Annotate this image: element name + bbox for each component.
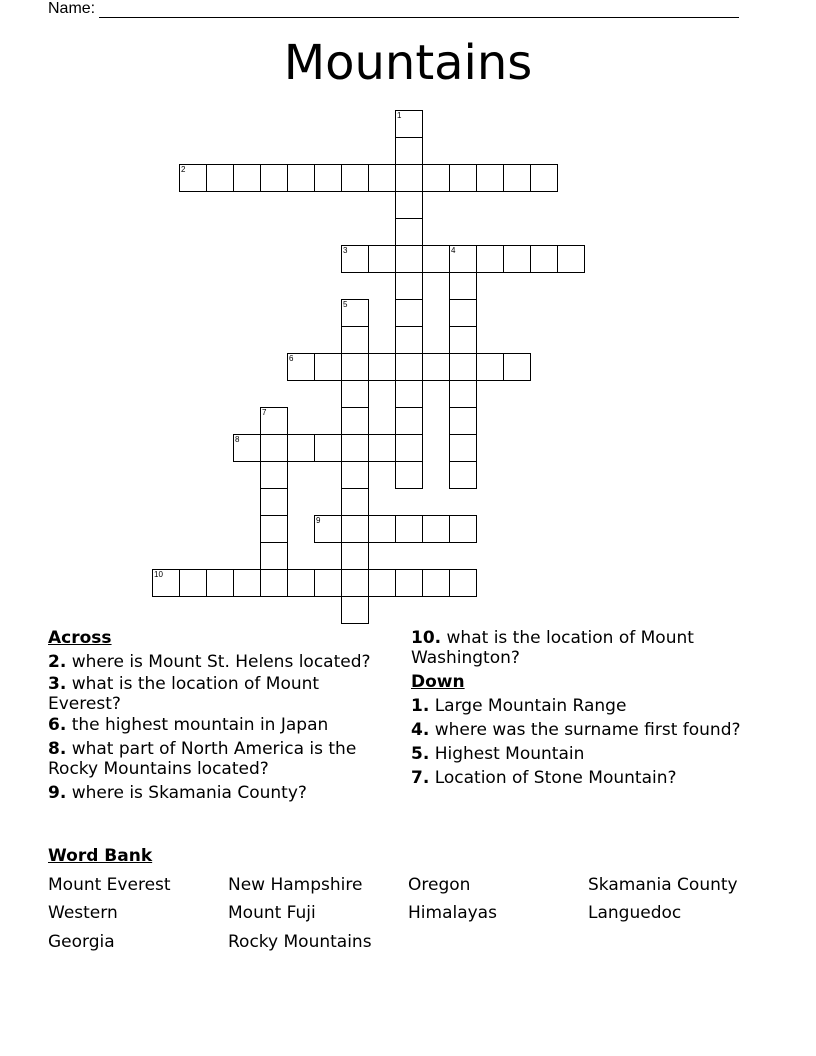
word-bank-title: Word Bank bbox=[48, 846, 153, 866]
grid-cell[interactable] bbox=[422, 245, 450, 273]
cell-number: 2 bbox=[181, 165, 186, 174]
grid-cell[interactable] bbox=[395, 380, 423, 408]
grid-cell[interactable] bbox=[260, 515, 288, 543]
grid-cell[interactable] bbox=[395, 326, 423, 354]
cell-number: 4 bbox=[451, 246, 456, 255]
clue-across-8 bbox=[48, 739, 393, 779]
grid-cell[interactable] bbox=[341, 542, 369, 570]
word-bank-item: New Hampshire bbox=[228, 875, 363, 895]
grid-cell[interactable] bbox=[395, 353, 423, 381]
grid-cell[interactable] bbox=[476, 164, 504, 192]
grid-cell[interactable] bbox=[260, 164, 288, 192]
grid-cell[interactable] bbox=[449, 569, 477, 597]
clue-number: 9. bbox=[48, 783, 67, 803]
grid-cell[interactable] bbox=[368, 245, 396, 273]
grid-cell[interactable] bbox=[503, 245, 531, 273]
grid-cell[interactable] bbox=[395, 245, 423, 273]
cell-number: 6 bbox=[289, 354, 294, 363]
clue-number: 4. bbox=[411, 720, 430, 740]
grid-cell[interactable] bbox=[260, 488, 288, 516]
grid-cell[interactable] bbox=[449, 515, 477, 543]
grid-cell[interactable] bbox=[530, 164, 558, 192]
grid-cell[interactable] bbox=[395, 137, 423, 165]
cell-number: 10 bbox=[154, 570, 163, 579]
grid-cell[interactable] bbox=[422, 353, 450, 381]
name-blank[interactable] bbox=[99, 3, 739, 18]
clue-number: 2. bbox=[48, 652, 67, 672]
down-heading: Down bbox=[411, 672, 465, 692]
word-bank-item: Skamania County bbox=[588, 875, 738, 895]
puzzle-title: Mountains bbox=[283, 35, 533, 91]
grid-cell[interactable] bbox=[422, 569, 450, 597]
cell-number: 1 bbox=[397, 111, 402, 120]
grid-cell[interactable] bbox=[152, 569, 180, 597]
word-bank-item: Mount Fuji bbox=[228, 903, 316, 923]
grid-cell[interactable] bbox=[449, 407, 477, 435]
grid-cell[interactable] bbox=[503, 353, 531, 381]
clue-text: what is the location of Mount Washington? bbox=[411, 628, 694, 668]
grid-cell[interactable] bbox=[368, 569, 396, 597]
grid-cell[interactable] bbox=[260, 569, 288, 597]
grid-cell[interactable] bbox=[260, 407, 288, 435]
clue-number: 5. bbox=[411, 744, 430, 764]
cell-number: 8 bbox=[235, 435, 240, 444]
grid-cell[interactable] bbox=[233, 569, 261, 597]
clue-number: 10. bbox=[411, 628, 442, 648]
clues-left-column bbox=[48, 628, 393, 803]
grid-cell[interactable] bbox=[287, 353, 315, 381]
grid-cell[interactable] bbox=[341, 434, 369, 462]
grid-cell[interactable] bbox=[449, 353, 477, 381]
grid-cell[interactable] bbox=[260, 434, 288, 462]
grid-cell[interactable] bbox=[395, 218, 423, 246]
clue-down-7 bbox=[411, 768, 756, 788]
name-label: Name: bbox=[48, 0, 96, 17]
grid-cell[interactable] bbox=[233, 434, 261, 462]
clue-down-4 bbox=[411, 720, 756, 740]
grid-cell[interactable] bbox=[314, 569, 342, 597]
grid-cell[interactable] bbox=[395, 569, 423, 597]
grid-cell[interactable] bbox=[368, 353, 396, 381]
grid-cell[interactable] bbox=[179, 164, 207, 192]
grid-cell[interactable] bbox=[395, 299, 423, 327]
grid-cell[interactable] bbox=[449, 461, 477, 489]
clue-text: where is Mount St. Helens located? bbox=[71, 652, 371, 672]
clue-text: where was the surname first found? bbox=[434, 720, 741, 740]
clue-text: where is Skamania County? bbox=[71, 783, 307, 803]
clue-across-9 bbox=[48, 783, 393, 803]
word-bank-item: Western bbox=[48, 903, 118, 923]
clues-right-column bbox=[411, 628, 756, 788]
word-bank-item: Oregon bbox=[408, 875, 471, 895]
grid-cell[interactable] bbox=[449, 272, 477, 300]
clue-text: Large Mountain Range bbox=[434, 696, 627, 716]
grid-cell[interactable] bbox=[476, 353, 504, 381]
grid-cell[interactable] bbox=[395, 272, 423, 300]
clue-across-3 bbox=[48, 674, 393, 714]
grid-cell[interactable] bbox=[341, 245, 369, 273]
grid-cell[interactable] bbox=[341, 326, 369, 354]
grid-cell[interactable] bbox=[341, 488, 369, 516]
grid-cell[interactable] bbox=[449, 380, 477, 408]
grid-cell[interactable] bbox=[449, 299, 477, 327]
grid-cell[interactable] bbox=[449, 326, 477, 354]
grid-cell[interactable] bbox=[179, 569, 207, 597]
grid-cell[interactable] bbox=[395, 434, 423, 462]
grid-cell[interactable] bbox=[341, 461, 369, 489]
grid-cell[interactable] bbox=[287, 434, 315, 462]
grid-cell[interactable] bbox=[503, 164, 531, 192]
grid-cell[interactable] bbox=[395, 515, 423, 543]
clue-number: 7. bbox=[411, 768, 430, 788]
grid-cell[interactable] bbox=[530, 245, 558, 273]
grid-cell[interactable] bbox=[395, 110, 423, 138]
grid-cell[interactable] bbox=[422, 164, 450, 192]
grid-cell[interactable] bbox=[260, 461, 288, 489]
grid-cell[interactable] bbox=[368, 164, 396, 192]
grid-cell[interactable] bbox=[368, 434, 396, 462]
grid-cell[interactable] bbox=[341, 299, 369, 327]
cell-number: 9 bbox=[316, 516, 321, 525]
grid-cell[interactable] bbox=[422, 515, 450, 543]
clue-down-1 bbox=[411, 696, 756, 716]
grid-cell[interactable] bbox=[368, 515, 396, 543]
cell-number: 3 bbox=[343, 246, 348, 255]
clue-text: what part of North America is the Rocky Mountains located? bbox=[48, 739, 357, 779]
clue-across-2 bbox=[48, 652, 393, 672]
clue-text: Location of Stone Mountain? bbox=[434, 768, 677, 788]
grid-cell[interactable] bbox=[206, 164, 234, 192]
name-line bbox=[48, 0, 739, 18]
grid-cell[interactable] bbox=[395, 407, 423, 435]
word-bank-item: Languedoc bbox=[588, 903, 682, 923]
cell-number: 5 bbox=[343, 300, 348, 309]
grid-cell[interactable] bbox=[341, 164, 369, 192]
grid-cell[interactable] bbox=[314, 353, 342, 381]
grid-cell[interactable] bbox=[557, 245, 585, 273]
grid-cell[interactable] bbox=[449, 245, 477, 273]
grid-cell[interactable] bbox=[260, 542, 288, 570]
grid-cell[interactable] bbox=[395, 461, 423, 489]
clue-number: 6. bbox=[48, 715, 67, 735]
grid-cell[interactable] bbox=[341, 407, 369, 435]
grid-cell[interactable] bbox=[341, 353, 369, 381]
grid-cell[interactable] bbox=[341, 380, 369, 408]
clue-text: Highest Mountain bbox=[434, 744, 585, 764]
grid-cell[interactable] bbox=[341, 569, 369, 597]
word-bank-item: Mount Everest bbox=[48, 875, 171, 895]
grid-cell[interactable] bbox=[395, 191, 423, 219]
grid-cell[interactable] bbox=[314, 164, 342, 192]
grid-cell[interactable] bbox=[341, 515, 369, 543]
grid-cell[interactable] bbox=[206, 569, 234, 597]
grid-cell[interactable] bbox=[314, 434, 342, 462]
clue-across-10 bbox=[411, 628, 756, 668]
grid-cell[interactable] bbox=[233, 164, 261, 192]
clue-number: 3. bbox=[48, 674, 67, 694]
word-bank-item: Himalayas bbox=[408, 903, 497, 923]
grid-cell[interactable] bbox=[314, 515, 342, 543]
grid-cell[interactable] bbox=[476, 245, 504, 273]
clue-text: the highest mountain in Japan bbox=[71, 715, 329, 735]
clue-down-5 bbox=[411, 744, 756, 764]
cell-number: 7 bbox=[262, 408, 267, 417]
clue-across-6 bbox=[48, 715, 393, 735]
grid-cell[interactable] bbox=[449, 164, 477, 192]
across-heading: Across bbox=[48, 628, 112, 648]
word-bank-item: Georgia bbox=[48, 932, 115, 952]
word-bank-item: Rocky Mountains bbox=[228, 932, 372, 952]
clue-number: 1. bbox=[411, 696, 430, 716]
grid-cell[interactable] bbox=[287, 569, 315, 597]
clue-text: what is the location of Mount Everest? bbox=[48, 674, 320, 714]
grid-cell[interactable] bbox=[287, 164, 315, 192]
grid-cell[interactable] bbox=[341, 596, 369, 624]
grid-cell[interactable] bbox=[395, 164, 423, 192]
grid-cell[interactable] bbox=[449, 434, 477, 462]
clue-number: 8. bbox=[48, 739, 67, 759]
